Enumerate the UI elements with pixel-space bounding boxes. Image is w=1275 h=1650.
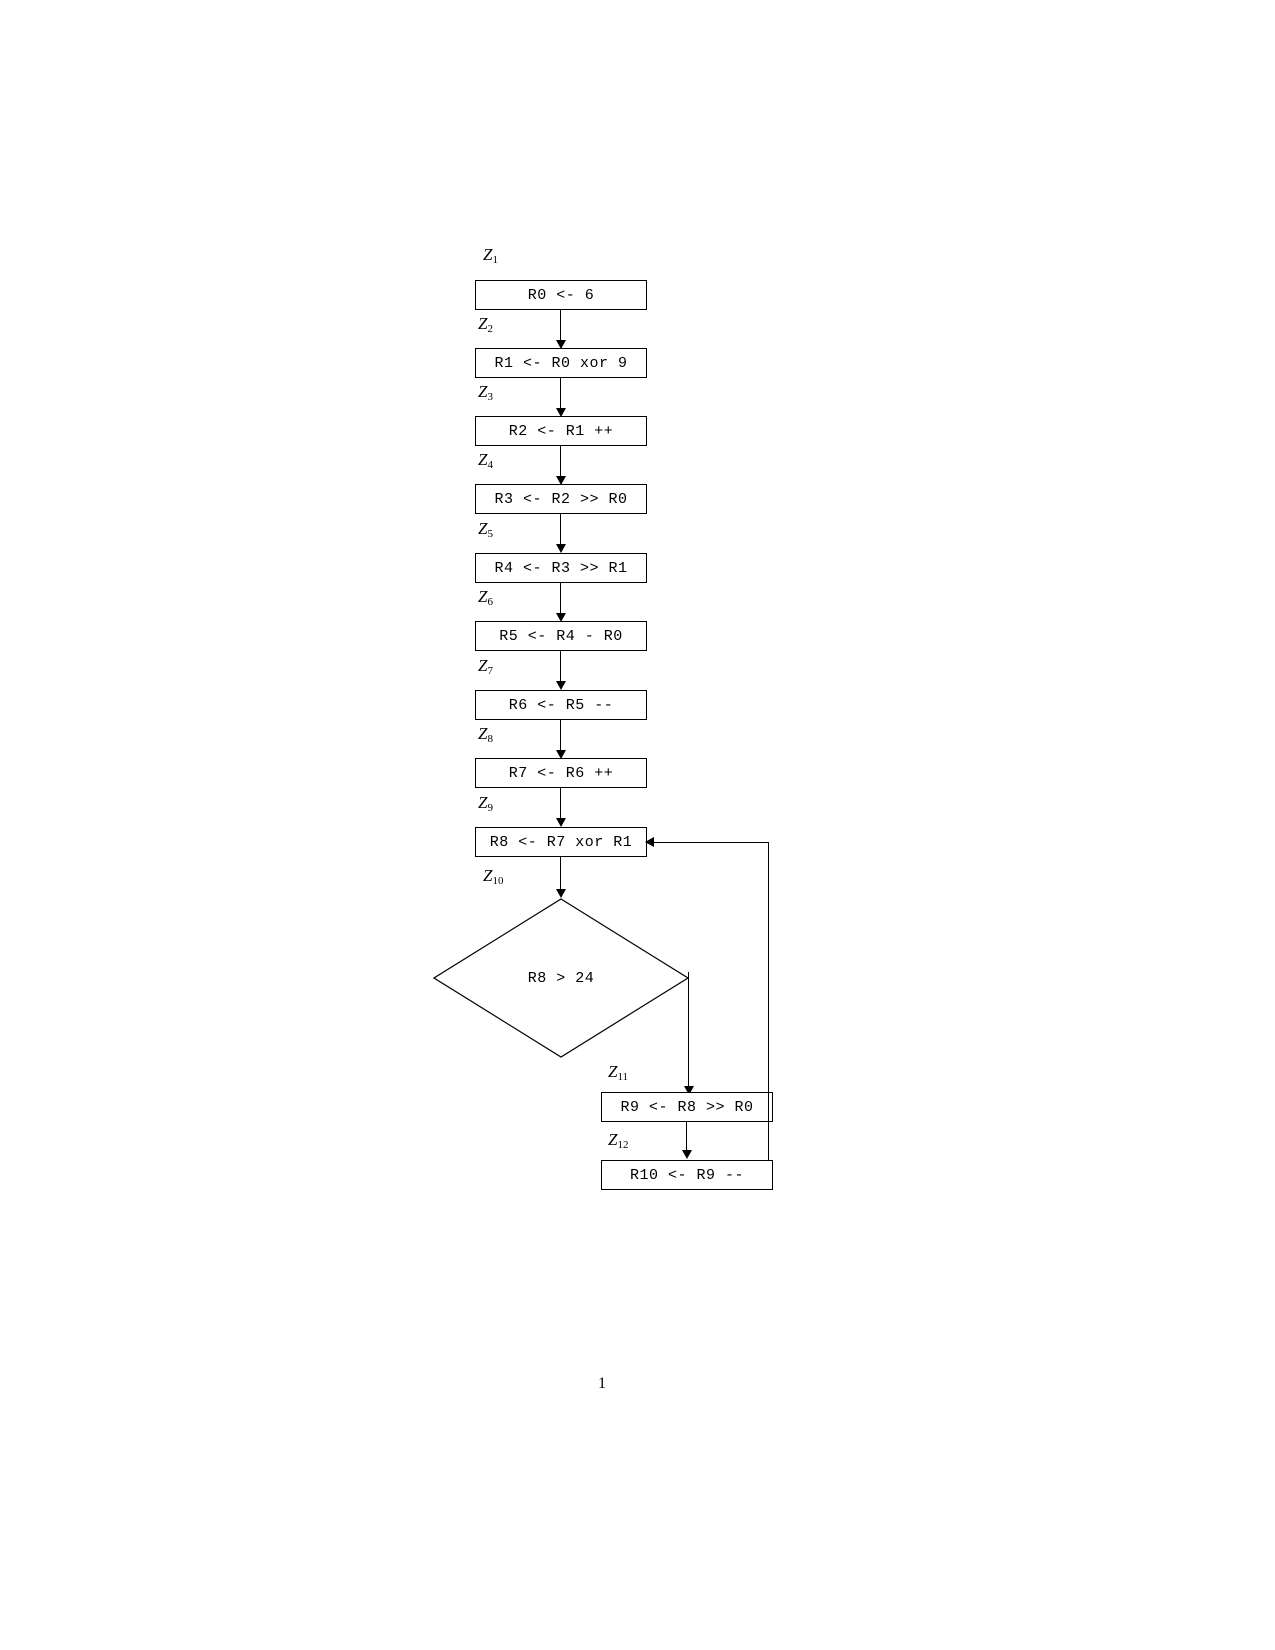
node-z9-text: R8 <- R7 xor R1	[489, 833, 633, 851]
node-z10-text: R8 > 24	[527, 969, 595, 987]
node-z8[interactable]	[475, 758, 647, 788]
node-label-z4: $Z_4$	[478, 450, 493, 471]
node-z6-text: R5 <- R4 - R0	[499, 627, 623, 645]
node-z8-text: R7 <- R6 ++	[508, 764, 614, 782]
edge-z8-z9-arrowhead	[556, 818, 566, 827]
node-z9[interactable]	[475, 827, 647, 857]
edge-z11-z12-arrowhead	[682, 1150, 692, 1159]
edge-z10-z11-vertical	[688, 972, 689, 1089]
node-z4[interactable]	[475, 484, 647, 514]
node-z2-text: R1 <- R0 xor 9	[494, 354, 628, 372]
node-label-z10: $Z_{10}$	[483, 866, 504, 887]
node-z6[interactable]	[475, 621, 647, 651]
edge-z9-z10-arrowhead	[556, 889, 566, 898]
edge-z2-z3	[560, 378, 561, 410]
edge-z12-z9-arrowhead	[645, 837, 654, 847]
node-label-z8: $Z_8$	[478, 724, 493, 745]
node-z10[interactable]	[433, 898, 689, 1058]
node-label-z5: $Z_5$	[478, 519, 493, 540]
edge-z8-z9	[560, 788, 561, 820]
node-label-z9: $Z_9$	[478, 793, 493, 814]
edge-z12-z9-horizontal	[654, 842, 769, 843]
node-label-z11: $Z_{11}$	[608, 1062, 629, 1083]
node-z7-text: R6 <- R5 --	[508, 696, 614, 714]
edge-z4-z5	[560, 514, 561, 546]
node-label-z7: $Z_7$	[478, 656, 493, 677]
edge-z9-z10	[560, 857, 561, 891]
node-z2[interactable]	[475, 348, 647, 378]
node-z7[interactable]	[475, 690, 647, 720]
node-z11-text: R9 <- R8 >> R0	[620, 1098, 754, 1116]
node-z5-text: R4 <- R3 >> R1	[494, 559, 628, 577]
node-label-z6: $Z_6$	[478, 587, 493, 608]
edge-z5-z6	[560, 583, 561, 615]
node-z12[interactable]	[601, 1160, 773, 1190]
edge-z11-z12	[686, 1122, 687, 1152]
page-number: 1	[598, 1375, 606, 1392]
edge-z1-z2	[560, 310, 561, 342]
node-z11[interactable]	[601, 1092, 773, 1122]
node-z1-text: R0 <- 6	[527, 286, 595, 304]
edge-z7-z8	[560, 720, 561, 752]
node-label-z3: $Z_3$	[478, 382, 493, 403]
node-label-z1: $Z_1$	[483, 245, 498, 266]
edge-z3-z4	[560, 446, 561, 478]
node-z3-text: R2 <- R1 ++	[508, 422, 614, 440]
node-z5[interactable]	[475, 553, 647, 583]
edge-z12-z9-vertical	[768, 842, 769, 1160]
node-z3[interactable]	[475, 416, 647, 446]
node-label-z2: $Z_2$	[478, 314, 493, 335]
node-z1[interactable]	[475, 280, 647, 310]
edge-z6-z7	[560, 651, 561, 683]
edge-z6-z7-arrowhead	[556, 681, 566, 690]
node-label-z12: $Z_{12}$	[608, 1130, 629, 1151]
edge-z4-z5-arrowhead	[556, 544, 566, 553]
node-z4-text: R3 <- R2 >> R0	[494, 490, 628, 508]
node-z12-text: R10 <- R9 --	[629, 1166, 745, 1184]
